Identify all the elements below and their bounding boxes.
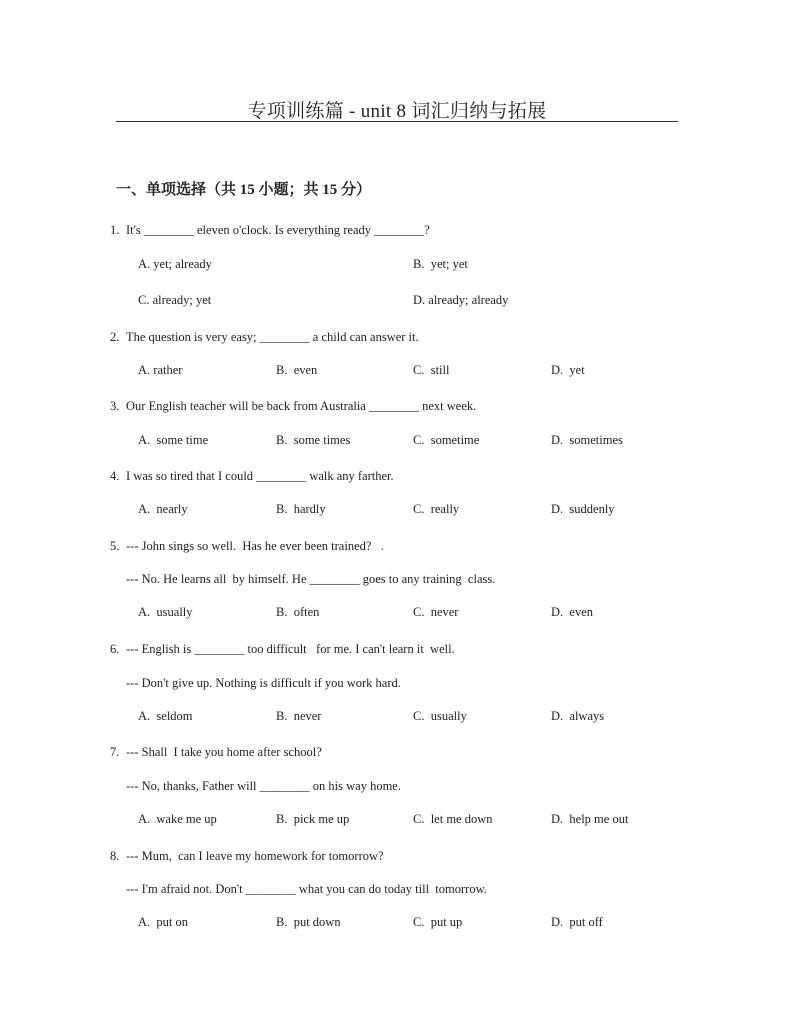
option-c[interactable]: C. already; yet xyxy=(138,293,212,307)
option-d[interactable]: D. put off xyxy=(551,915,603,929)
question-stem xyxy=(110,222,430,238)
section-heading: 一、单项选择（共 15 小题；共 15 分） xyxy=(116,182,372,198)
title-underline xyxy=(116,121,678,122)
question-stem xyxy=(110,329,419,345)
option-b[interactable]: B. often xyxy=(276,605,320,619)
question-text: It's ________ eleven o'clock. Is everything ready ________? xyxy=(126,223,430,237)
question-text: --- Shall I take you home after school? xyxy=(126,745,322,759)
question-text: I was so tired that I could ________ walk any farther. xyxy=(126,469,394,483)
option-a[interactable]: A. seldom xyxy=(138,709,193,723)
option-a[interactable]: A. put on xyxy=(138,915,188,929)
option-d[interactable]: D. even xyxy=(551,605,593,619)
question-text: --- John sings so well. Has he ever been trained? . xyxy=(126,539,384,553)
option-a[interactable]: A. nearly xyxy=(138,502,188,516)
question-stem xyxy=(110,468,394,484)
question-stem xyxy=(110,398,476,414)
option-c[interactable]: C. never xyxy=(413,605,459,619)
option-b[interactable]: B. put down xyxy=(276,915,341,929)
question-stem xyxy=(110,641,455,657)
question-stem xyxy=(110,744,322,760)
option-c[interactable]: C. still xyxy=(413,363,450,377)
question-number: 7. xyxy=(110,745,120,759)
option-d[interactable]: D. sometimes xyxy=(551,433,623,447)
option-b[interactable]: B. some times xyxy=(276,433,351,447)
question-dialogue-line: --- No. He learns all by himself. He ________ goes to any training class. xyxy=(126,572,496,586)
option-b[interactable]: B. yet; yet xyxy=(413,257,468,271)
question-text: --- English is ________ too difficult for me. I can't learn it well. xyxy=(126,642,455,656)
option-b[interactable]: B. even xyxy=(276,363,318,377)
question-number: 6. xyxy=(110,642,120,656)
question-stem xyxy=(110,538,384,554)
question-dialogue-line: --- Don't give up. Nothing is difficult if you work hard. xyxy=(126,676,401,690)
option-b[interactable]: B. hardly xyxy=(276,502,326,516)
question-text: --- Mum, can I leave my homework for tomorrow? xyxy=(126,849,384,863)
option-a[interactable]: A. some time xyxy=(138,433,209,447)
option-c[interactable]: C. put up xyxy=(413,915,463,929)
question-number: 8. xyxy=(110,849,120,863)
document-title: 专项训练篇 - unit 8 词汇归纳与拓展 xyxy=(247,101,547,122)
option-b[interactable]: B. never xyxy=(276,709,322,723)
question-number: 4. xyxy=(110,469,120,483)
question-number: 3. xyxy=(110,399,120,413)
option-d[interactable]: D. yet xyxy=(551,363,585,377)
question-text: The question is very easy; ________ a child can answer it. xyxy=(126,330,419,344)
option-d[interactable]: D. help me out xyxy=(551,812,629,826)
option-a[interactable]: A. usually xyxy=(138,605,193,619)
option-d[interactable]: D. suddenly xyxy=(551,502,615,516)
option-b[interactable]: B. pick me up xyxy=(276,812,350,826)
option-c[interactable]: C. usually xyxy=(413,709,467,723)
option-a[interactable]: A. yet; already xyxy=(138,257,212,271)
option-d[interactable]: D. already; already xyxy=(413,293,509,307)
question-number: 2. xyxy=(110,330,120,344)
option-c[interactable]: C. sometime xyxy=(413,433,480,447)
question-number: 1. xyxy=(110,223,120,237)
option-a[interactable]: A. wake me up xyxy=(138,812,217,826)
question-dialogue-line: --- I'm afraid not. Don't ________ what you can do today till tomorrow. xyxy=(126,882,487,896)
question-dialogue-line: --- No, thanks, Father will ________ on his way home. xyxy=(126,779,401,793)
question-number: 5. xyxy=(110,539,120,553)
option-c[interactable]: C. really xyxy=(413,502,460,516)
question-stem xyxy=(110,848,384,864)
option-c[interactable]: C. let me down xyxy=(413,812,493,826)
option-a[interactable]: A. rather xyxy=(138,363,183,377)
question-text: Our English teacher will be back from Australia ________ next week. xyxy=(126,399,477,413)
option-d[interactable]: D. always xyxy=(551,709,605,723)
